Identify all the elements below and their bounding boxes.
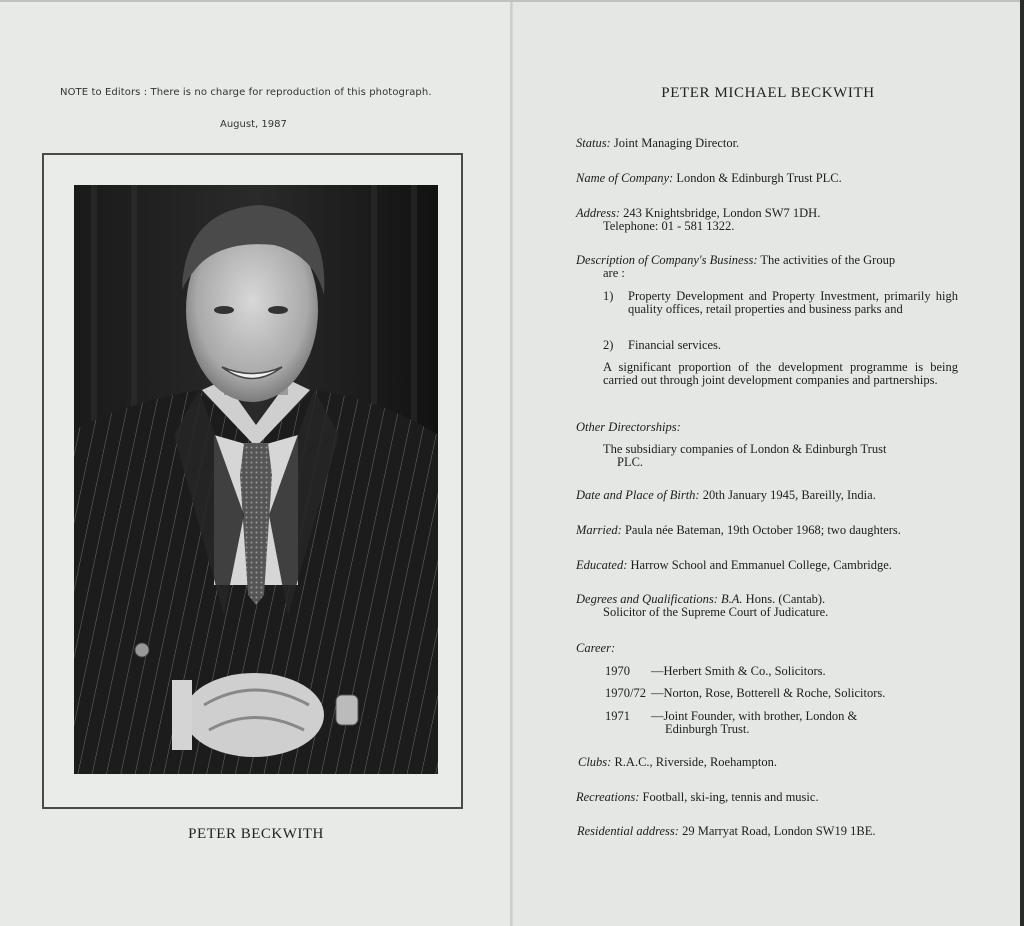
- description-note: A significant proportion of the development programme is being carried out through joint development companies and partnerships.: [603, 360, 958, 387]
- residential-value: 29 Marryat Road, London SW19 1BE.: [682, 824, 876, 838]
- release-date: August, 1987: [220, 119, 287, 130]
- company-line: [576, 172, 960, 185]
- editors-note: NOTE to Editors : There is no charge for reproduction of this photograph.: [60, 87, 432, 98]
- residential-label: Residential address:: [577, 824, 679, 838]
- page-fold: [510, 0, 513, 926]
- right-edge: [1020, 0, 1024, 926]
- clubs-value: R.A.C., Riverside, Roehampton.: [614, 755, 777, 769]
- degrees-label: Degrees and Qualifications:: [576, 592, 718, 606]
- married-line: [576, 524, 960, 537]
- company-label: Name of Company:: [576, 171, 674, 185]
- educated-line: [576, 559, 960, 572]
- address-block: [576, 207, 960, 233]
- telephone: Telephone: 01 - 581 1322.: [603, 219, 735, 233]
- degrees-cont: Solicitor of the Supreme Court of Judicature.: [603, 605, 829, 619]
- degrees-block: [576, 593, 960, 619]
- career-label-text: Career:: [576, 641, 616, 655]
- description-block: [576, 254, 960, 280]
- birth-label: Date and Place of Birth:: [576, 488, 700, 502]
- married-value: Paula née Bateman, 19th October 1968; two daughters.: [624, 523, 901, 537]
- item-2-num: 2): [603, 338, 614, 352]
- item-1-num: 1): [603, 289, 614, 303]
- career-year-1: 1970: [605, 664, 630, 678]
- status-label: Status:: [576, 136, 611, 150]
- description-label: Description of Company's Business:: [576, 253, 758, 267]
- recreations-label: Recreations:: [576, 790, 640, 804]
- clubs-line: [578, 756, 962, 769]
- item-1-text: Property Development and Property Investment, primarily high quality offices, retail properties and business parks and: [628, 289, 958, 316]
- description-value: The activities of the Group: [760, 253, 896, 267]
- item-2-text: Financial services.: [628, 338, 722, 352]
- photo-caption: PETER BECKWITH: [188, 826, 324, 842]
- top-edge: [0, 0, 1024, 2]
- married-label: Married:: [576, 523, 622, 537]
- career-text-2: —Norton, Rose, Botterell & Roche, Solicitors.: [651, 686, 886, 700]
- degrees-label2: B.A.: [721, 592, 743, 606]
- address-value: 243 Knightsbridge, London SW7 1DH.: [623, 206, 821, 220]
- career-label: [576, 642, 960, 655]
- address-label: Address:: [576, 206, 620, 220]
- directorships-label-text: Other Directorships:: [576, 420, 681, 434]
- clubs-label: Clubs:: [578, 755, 612, 769]
- directorships-value: The subsidiary companies of London & Edinburgh Trust: [603, 442, 887, 456]
- degrees-value: Hons. (Cantab).: [745, 592, 826, 606]
- status-line: [576, 137, 960, 150]
- directorships-label: [576, 421, 960, 434]
- birth-line: [576, 489, 960, 502]
- description-cont: are :: [603, 266, 625, 280]
- educated-label: Educated:: [576, 558, 628, 572]
- career-text-3: —Joint Founder, with brother, London &: [651, 709, 858, 723]
- bio-title: PETER MICHAEL BECKWITH: [661, 85, 875, 101]
- company-value: London & Edinburgh Trust PLC.: [676, 171, 842, 185]
- birth-value: 20th January 1945, Bareilly, India.: [702, 488, 876, 502]
- career-year-3: 1971: [605, 709, 630, 723]
- residential-line: [577, 825, 961, 838]
- recreations-line: [576, 791, 960, 804]
- status-value: Joint Managing Director.: [613, 136, 740, 150]
- career-text-1: —Herbert Smith & Co., Solicitors.: [651, 664, 826, 678]
- educated-value: Harrow School and Emmanuel College, Cambridge.: [630, 558, 892, 572]
- career-text-3-cont: Edinburgh Trust.: [665, 722, 750, 736]
- directorships-cont: PLC.: [617, 455, 644, 469]
- portrait-photo: [74, 185, 438, 774]
- recreations-value: Football, ski-ing, tennis and music.: [642, 790, 819, 804]
- career-year-2: 1970/72: [605, 686, 646, 700]
